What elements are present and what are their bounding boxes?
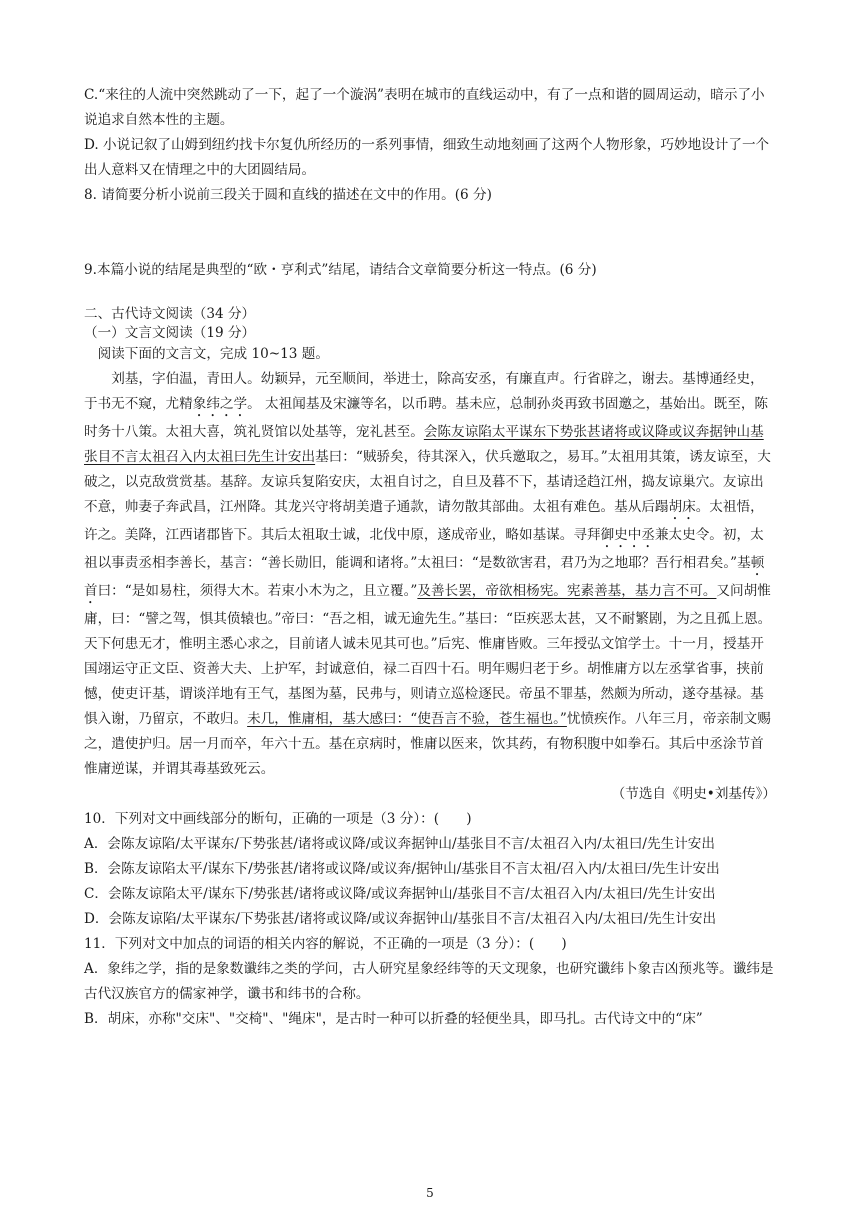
question-11-stem: 11．下列对文中加点的词语的相关内容的解说，不正确的一项是（3 分）：( )	[84, 936, 567, 952]
page-number: 5	[426, 1186, 434, 1200]
question-11-option-a: A．象纬之学，指的是象数谶纬之类的学问，古人研究星象经纬等的天文现象，也研究谶纬卜象吉凶预兆等。谶纬是古代汉族官方的儒家神学，谶书和纬书的合称。	[84, 961, 774, 1002]
passage-text: 兼太史令。初，太祖以事责丞相李善长，基言：“善长勋旧，能调和诸将。”太祖曰：“是数欲害君，君乃为之地耶？吾行相君矣。”基	[84, 527, 764, 571]
option-c: C.“来往的人流中突然跳动了一下，起了一个漩涡”表明在城市的直线运动中，有了一点和谐的圆周运动，暗示了小说追求自然本性的主题。	[84, 87, 765, 128]
underlined-sentence: 及善长罢，帝欲相杨宪。宪素善基，基力言不可。	[417, 583, 717, 599]
underlined-sentence: 会陈友谅陷太平谋东下势张甚诸将或议降或议奔据钟山基张目不言太祖召入内太祖曰先生计安出	[84, 424, 764, 465]
dotted-term: 御史中丞	[600, 527, 655, 543]
dotted-term: 顿首	[84, 555, 765, 599]
question-10-option-a: A．会陈友谅陷/太平谋东/下势张甚/诸将或议降/或议奔据钟山/基张目不言/太祖召入内/太祖曰/先生计安出	[84, 836, 715, 852]
passage-text: 又问胡惟庸，曰：“譬之驾，惧其偾辕也。”帝曰：“吾之相，诚无逾先生。”基曰：“臣疾恶太甚，又不耐繁剧，为之且孤上恩。天下何患无才，惟明主悉心求之，目前诸人诚未见其可也。”后宪、惟庸皆败。三年授弘文馆学士。十一月，授基开国翊运守正文臣、资善大夫、上护军，封诚意伯，禄二百四十石。明年赐归老于乡。胡惟庸方以左丞掌省事，挟前憾，使吏讦基，谓谈洋地有王气，基图为墓，民弗与，则请立巡检逐民。帝虽不罪基，然颇为所动，遂夺基禄。基惧入谢，乃留京，不敢归。	[84, 583, 772, 727]
passage-text: 。太祖悟，许之。美降，江西诸郡皆下。其后太祖取士诚，北伐中原，遂成帝业，略如基谋。寻拜	[84, 499, 764, 543]
question-8: 8. 请简要分析小说前三段关于圆和直线的描述在文中的作用。(6 分)	[84, 187, 492, 203]
option-d: D. 小说记叙了山姆到纽约找卡尔复仇所经历的一系列事情，细致生动地刻画了这两个人物形象，巧妙地设计了一个出人意料又在情理之中的大团圆结局。	[84, 137, 770, 178]
passage-source: （节选自《明史•刘基传》）	[611, 786, 776, 802]
passage-text: 刘基，字伯温，青田人。幼颖异，元至顺间，举进士，除高安丞，有廉直声。行省辟之，谢去。基博通经史，于书无不窥，尤精	[84, 371, 764, 412]
section-classical	[84, 302, 776, 1032]
passage-text: 。 太祖闻基及宋濂等名，以币聘。基未应，总制孙炎再致书固邀之，基始出。既至，陈时务十八策。太祖大喜，筑礼贤馆以处基等，宠礼甚至。	[84, 396, 769, 440]
dotted-term: 象纬之学	[192, 396, 248, 412]
passage-paragraph	[84, 367, 776, 782]
question-10-option-d: D．会陈友谅陷/太平谋东/下势张甚/诸将或议降/或议奔据钟山/基张目不言/太祖召入内/太祖曰/先生计安出	[84, 911, 717, 927]
section-subtitle: （一）文言文阅读（19 分）	[84, 325, 256, 341]
passage-text: 基曰：“贼骄矣，待其深入，伏兵邀取之，易耳。”太祖用其策，诱友谅至，大破之，以克敌赏赏基。基辞。友谅兵复陷安庆，太祖自讨之，自旦及暮不下，基请迳趋江州，捣友谅巢穴。友谅出不意，帅妻子奔武昌，江州降。其龙兴守将胡美遣子通款，请勿散其部曲。太祖有难色。基从后蹋	[84, 449, 771, 515]
underlined-sentence: 未几，惟庸相，基大感曰：“使吾言不验，苍生福也。”	[247, 711, 567, 727]
question-11-option-b: B．胡床，亦称"交床"、"交椅"、"绳床"，是古时一种可以折叠的轻便坐具，即马扎。古代诗文中的“床”	[84, 1011, 703, 1027]
question-7-options	[84, 83, 776, 208]
question-9: 9.本篇小说的结尾是典型的“欧・亨利式”结尾，请结合文章简要分析这一特点。(6 分)	[84, 262, 597, 278]
instruction: 阅读下面的文言文，完成 10~13 题。	[97, 346, 329, 362]
dotted-term: 胡床	[668, 499, 696, 515]
section-title: 二、古代诗文阅读（34 分）	[84, 306, 256, 322]
passage-text: 曰：“是如易柱，须得大木。若束小木为之，且立覆。”	[97, 583, 418, 599]
question-10-option-c: C．会陈友谅陷太平/谋东下/势张甚/诸将或议降/或议奔据钟山/基张目不言/太祖召入内/太祖曰/先生计安出	[84, 886, 716, 902]
question-10-stem: 10．下列对文中画线部分的断句，正确的一项是（3 分）：( )	[84, 811, 472, 827]
question-10-option-b: B．会陈友谅陷太平/谋东下/势张甚/诸将或议降/或议奔/据钟山/基张目不言太祖/召入内/太祖曰/先生计安出	[84, 861, 720, 877]
question-9-block	[84, 258, 776, 283]
passage-text: 忧愤疾作。八年三月，帝亲制文赐之，遣使护归。居一月而卒，年六十五。基在京病时，惟庸以医来，饮其药，有物积腹中如拳石。其后中丞涂节首惟庸逆谋，并谓其毒基致死云。	[84, 711, 771, 777]
